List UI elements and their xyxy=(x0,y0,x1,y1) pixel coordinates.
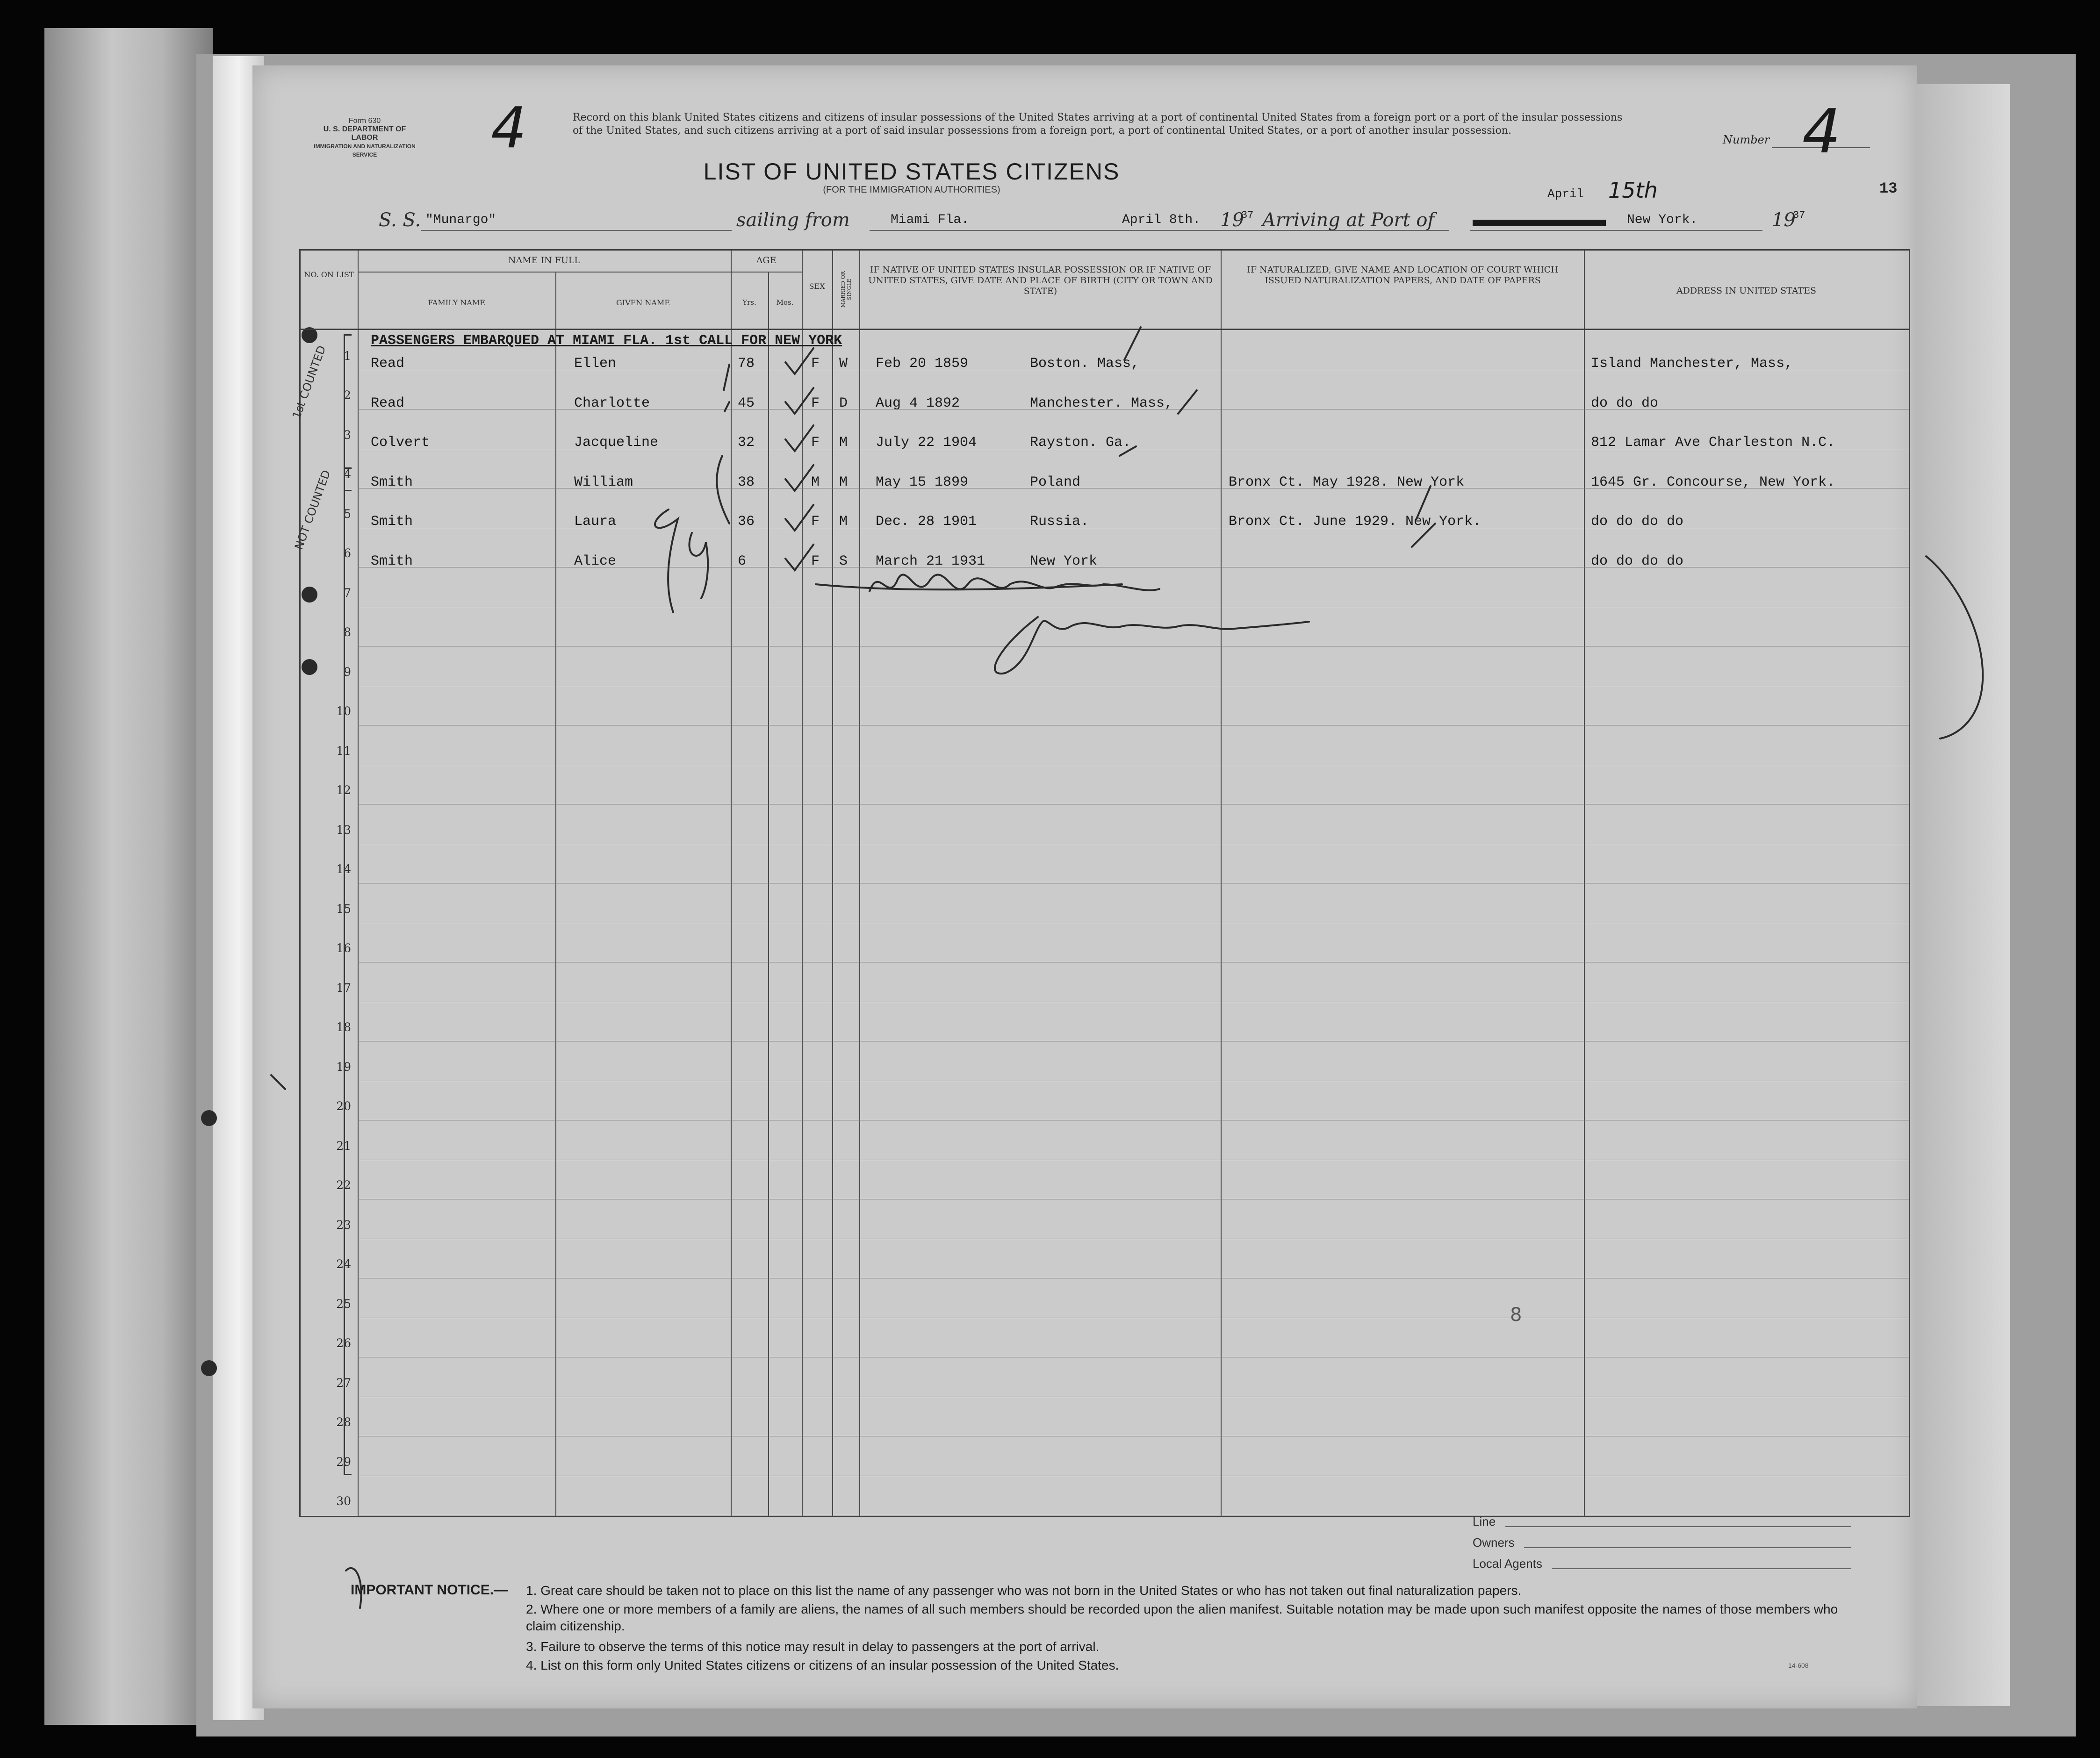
address-cell: do do do do xyxy=(1591,514,1684,530)
right-page-edge xyxy=(1917,84,2010,1706)
footer-line-label: Line xyxy=(1473,1514,1496,1528)
footer-agents-fill xyxy=(1552,1568,1851,1569)
row-number: 29 xyxy=(336,1455,351,1469)
sail-date: April 8th. xyxy=(1122,213,1201,227)
header-naturalized: IF NATURALIZED, GIVE NAME AND LOCATION OF COURT WHICH ISSUED NATURALIZATION PAPERS, AND DATE OF PAPERS xyxy=(1247,265,1559,286)
document-subtitle: (FOR THE IMMIGRATION AUTHORITIES) xyxy=(823,185,1000,195)
given-name-cell: Charlotte xyxy=(574,395,650,411)
footer-owners-fill xyxy=(1524,1547,1851,1548)
given-name-cell: Ellen xyxy=(574,356,617,372)
footer-owners-label: Owners xyxy=(1473,1536,1515,1550)
marital-status-cell: D xyxy=(839,395,848,411)
col-divider xyxy=(555,272,556,1516)
marital-status-cell: M xyxy=(839,474,848,490)
name-age-divider xyxy=(358,272,802,273)
birth-place-cell: Boston. Mass, xyxy=(1030,356,1140,372)
row-number: 13 xyxy=(336,823,351,837)
footer-agents-label: Local Agents xyxy=(1473,1557,1542,1571)
sex-cell: F xyxy=(811,553,820,569)
birth-place-cell: Russia. xyxy=(1030,514,1089,530)
given-name-cell: Laura xyxy=(574,514,617,530)
age-cell: 6 xyxy=(738,553,747,569)
age-cell: 78 xyxy=(738,356,755,372)
row-number: 11 xyxy=(336,744,351,758)
family-name-cell: Read xyxy=(371,395,405,411)
row-number: 27 xyxy=(336,1376,351,1390)
row-number: 3 xyxy=(344,428,351,442)
row-number: 28 xyxy=(336,1415,351,1429)
header-sex: SEX xyxy=(809,282,825,291)
marital-status-cell: M xyxy=(839,435,848,451)
sex-cell: F xyxy=(811,435,820,451)
birth-date-cell: Dec. 28 1901 xyxy=(876,514,977,530)
passengers-heading: PASSENGERS EMBARQUED AT MIAMI FLA. 1st CALL FOR NEW YORK xyxy=(371,333,842,349)
row-number: 9 xyxy=(344,665,351,679)
punch-hole xyxy=(201,1360,217,1376)
notice-item-1: 1. Great care should be taken not to place on this list the name of any passenger who was not born in the United States or who has not taken out final naturalization papers. xyxy=(526,1583,1522,1598)
row-number: 26 xyxy=(336,1336,351,1350)
manifest-table xyxy=(299,249,1910,1517)
address-cell: do do do xyxy=(1591,395,1659,411)
backing-sheet-left xyxy=(44,28,213,1725)
birth-place-cell: Rayston. Ga. xyxy=(1030,435,1131,451)
family-name-cell: Smith xyxy=(371,514,413,530)
form-number: Form 630 xyxy=(348,117,381,125)
notice-item-4: 4. List on this form only United States citizens or citizens of an insular possession of the United States. xyxy=(526,1658,1119,1672)
row-number: 8 xyxy=(344,625,351,639)
side-note-counted: 1st COUNTED xyxy=(290,344,329,421)
row-number: 30 xyxy=(336,1494,351,1508)
address-cell: 1645 Gr. Concourse, New York. xyxy=(1591,474,1835,490)
sex-cell: F xyxy=(811,514,820,530)
address-cell: Island Manchester, Mass, xyxy=(1591,356,1793,372)
row-number: 4 xyxy=(344,467,351,481)
row-number: 7 xyxy=(344,586,351,600)
arrival-fill-line xyxy=(1470,230,1762,231)
row-number: 20 xyxy=(336,1099,351,1113)
birth-date-cell: July 22 1904 xyxy=(876,435,977,451)
side-note-not-counted: NOT COUNTED xyxy=(292,468,333,552)
sailing-from-label: sailing from xyxy=(736,209,850,231)
header-birth: IF NATIVE OF UNITED STATES INSULAR POSSESSION OR IF NATIVE OF UNITED STATES, GIVE DATE AND PLACE OF BIRTH (CITY OR TOWN AND STATE) xyxy=(868,265,1213,296)
row-number: 17 xyxy=(336,981,351,995)
row-number: 25 xyxy=(336,1297,351,1311)
arrival-date-typed: April xyxy=(1547,187,1584,201)
family-name-cell: Colvert xyxy=(371,435,430,451)
header-no-on-list: NO. ON LIST xyxy=(304,270,354,279)
marital-status-cell: M xyxy=(839,514,848,530)
sex-cell: M xyxy=(811,474,820,490)
age-cell: 32 xyxy=(738,435,755,451)
stray-mark: 8 xyxy=(1510,1304,1522,1326)
important-notice-title: IMPORTANT NOTICE.— xyxy=(351,1582,508,1598)
row-number: 18 xyxy=(336,1020,351,1034)
page-corner-number: 13 xyxy=(1879,180,1898,197)
not-counted-bracket xyxy=(344,467,352,1475)
header-yrs: Yrs. xyxy=(742,298,756,307)
given-name-cell: Jacqueline xyxy=(574,435,659,451)
marital-status-cell: W xyxy=(839,356,848,372)
arrival-port: New York. xyxy=(1627,213,1698,227)
header-name-in-full: NAME IN FULL xyxy=(508,255,581,265)
given-name-cell: Alice xyxy=(574,553,617,569)
birth-date-cell: March 21 1931 xyxy=(876,553,985,569)
header-separator xyxy=(301,329,1909,330)
birth-date-cell: Feb 20 1859 xyxy=(876,356,969,372)
birth-date-cell: Aug 4 1892 xyxy=(876,395,960,411)
row-number: 23 xyxy=(336,1218,351,1232)
family-name-cell: Smith xyxy=(371,474,413,490)
document-title: LIST OF UNITED STATES CITIZENS xyxy=(703,158,1120,185)
year-arrival: 37 xyxy=(1793,209,1805,221)
sex-cell: F xyxy=(811,395,820,411)
row-number: 2 xyxy=(344,388,351,402)
year-prefix-arrival: 19 xyxy=(1772,209,1796,231)
service-name: IMMIGRATION AND NATURALIZATION SERVICE xyxy=(314,143,416,158)
marital-status-cell: S xyxy=(839,553,848,569)
department-name: U. S. DEPARTMENT OF LABOR xyxy=(323,125,406,142)
birth-place-cell: Poland xyxy=(1030,474,1081,490)
birth-place-cell: Manchester. Mass, xyxy=(1030,395,1173,411)
ss-label: S. S. xyxy=(379,209,421,231)
family-name-cell: Smith xyxy=(371,553,413,569)
row-number: 16 xyxy=(336,941,351,955)
row-number: 22 xyxy=(336,1178,351,1192)
row-number: 1 xyxy=(344,349,351,363)
sex-cell: F xyxy=(811,356,820,372)
year-prefix-sail: 19 xyxy=(1220,209,1244,231)
age-cell: 38 xyxy=(738,474,755,490)
number-label: Number xyxy=(1723,133,1770,146)
address-cell: do do do do xyxy=(1591,553,1684,569)
col-divider xyxy=(768,272,769,1516)
age-cell: 45 xyxy=(738,395,755,411)
row-number: 5 xyxy=(344,507,351,521)
row-number: 24 xyxy=(336,1257,351,1271)
age-cell: 36 xyxy=(738,514,755,530)
row-number: 12 xyxy=(336,783,351,797)
notice-item-3: 3. Failure to observe the terms of this notice may result in delay to passengers at the port of arrival. xyxy=(526,1639,1100,1654)
ship-fill-line xyxy=(421,230,732,231)
arrival-date-handwritten: 15th xyxy=(1608,178,1658,203)
header-married-or-single: MARRIED OR SINGLE xyxy=(840,271,852,308)
header-family-name: FAMILY NAME xyxy=(428,298,485,307)
header-mos: Mos. xyxy=(776,298,794,307)
row-number: 21 xyxy=(336,1139,351,1153)
family-name-cell: Read xyxy=(371,356,405,372)
record-instructions: Record on this blank United States citizens and citizens of insular possessions of the United States arriving at a port of continental United States from a foreign port or a port of the insular possessions of the United States, and such citizens arriving at a port of said insular possessions from a foreign port, a port of continental United States, or a port of another insular possession. xyxy=(573,112,1623,136)
handwritten-number-right: 4 xyxy=(1802,96,1841,167)
form-identifier xyxy=(311,117,418,159)
row-number: 6 xyxy=(344,546,351,560)
birth-date-cell: May 15 1899 xyxy=(876,474,969,490)
sailing-from-port: Miami Fla. xyxy=(891,213,970,227)
punch-hole xyxy=(201,1110,217,1126)
header-given-name: GIVEN NAME xyxy=(616,298,670,307)
handwritten-number-left: 4 xyxy=(491,96,527,161)
footer-line-fill xyxy=(1505,1526,1851,1527)
notice-item-2: 2. Where one or more members of a family are aliens, the names of all such members should be recorded upon the alien manifest. Suitable notation may be made upon such manifest opposite the names of those members who claim citizenship. xyxy=(526,1602,1838,1633)
row-number: 14 xyxy=(336,862,351,876)
arriving-label: Arriving at Port of xyxy=(1262,209,1435,231)
row-number: 19 xyxy=(336,1060,351,1074)
row-number: 15 xyxy=(336,902,351,916)
given-name-cell: William xyxy=(574,474,633,490)
naturalization-cell: Bronx Ct. May 1928. New York xyxy=(1229,474,1465,490)
naturalization-cell: Bronx Ct. June 1929. New York. xyxy=(1229,514,1482,530)
row-number: 10 xyxy=(336,704,351,718)
birth-place-cell: New York xyxy=(1030,553,1098,569)
ship-name: "Munargo" xyxy=(425,213,496,227)
address-cell: 812 Lamar Ave Charleston N.C. xyxy=(1591,435,1835,451)
form-code: 14-608 xyxy=(1788,1662,1809,1669)
year-sail: 37 xyxy=(1241,209,1254,221)
header-address: ADDRESS IN UNITED STATES xyxy=(1676,286,1817,296)
header-age: AGE xyxy=(756,255,777,265)
